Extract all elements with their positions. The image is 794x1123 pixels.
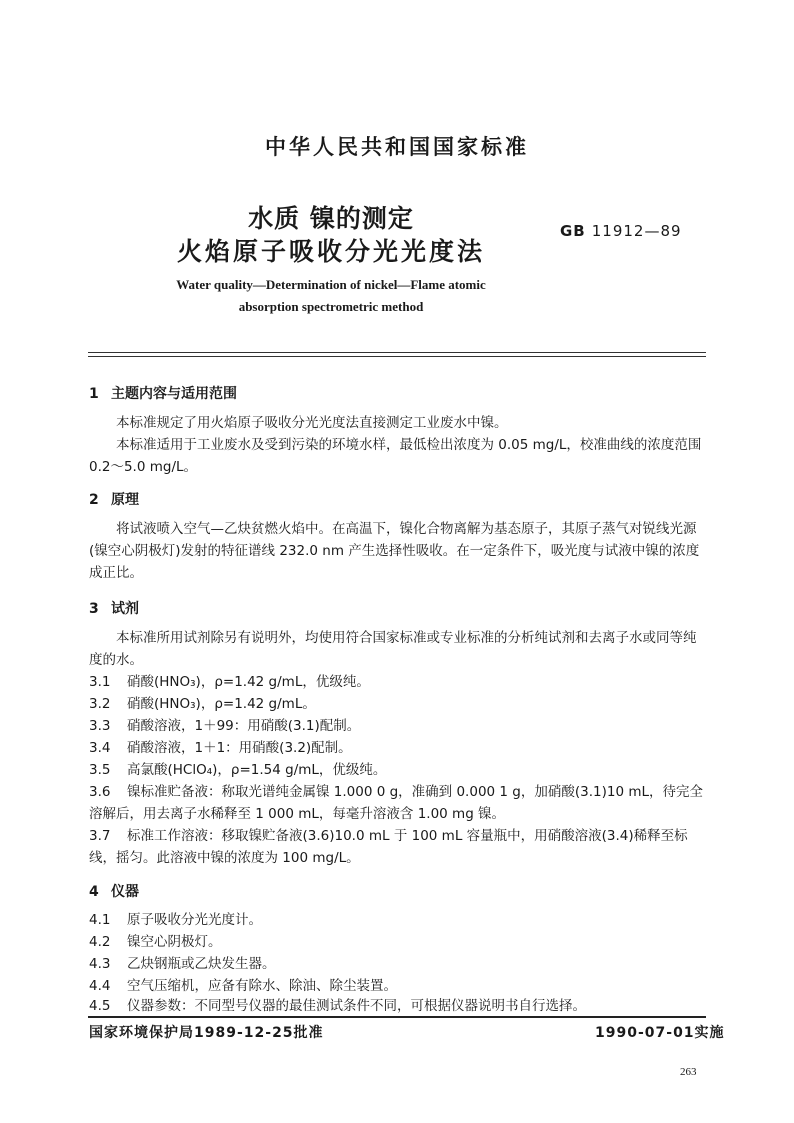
item-number: 4.1 bbox=[89, 912, 111, 928]
item-text: 仪器参数：不同型号仪器的最佳测试条件不同，可根据仪器说明书自行选择。 bbox=[127, 998, 586, 1014]
item-number: 3.5 bbox=[89, 762, 111, 778]
item-number: 4.5 bbox=[89, 998, 111, 1014]
section-number: 1 bbox=[89, 386, 99, 402]
item-number: 4.2 bbox=[89, 934, 111, 950]
instrument-item-4-3 bbox=[89, 953, 706, 975]
item-number: 4.4 bbox=[89, 978, 111, 994]
item-text: 高氯酸(HClO₄)，ρ=1.54 g/mL，优级纯。 bbox=[127, 762, 387, 778]
standard-number bbox=[560, 222, 682, 240]
section-3-heading bbox=[89, 598, 139, 618]
standard-prefix: GB bbox=[560, 222, 586, 240]
instrument-item-4-2 bbox=[89, 931, 706, 953]
item-number: 3.4 bbox=[89, 740, 111, 756]
section-title: 原理 bbox=[111, 492, 139, 508]
english-title-line1: Water quality—Determination of nickel—Flame atomic bbox=[176, 277, 486, 292]
instrument-item-4-1 bbox=[89, 909, 706, 931]
item-text: 镍标准贮备液：称取光谱纯金属镍 1.000 0 g，准确到 0.000 1 g，加硝酸(3.1)10 mL，待完全溶解后，用去离子水稀释至 1 000 mL，每毫升溶液含 1.00 mg 镍。 bbox=[89, 784, 704, 822]
reagent-item-3-5 bbox=[89, 759, 706, 781]
section-4-heading bbox=[89, 881, 139, 901]
document-title-line2: 火焰原子吸收分光光度法 bbox=[176, 237, 485, 266]
section-title: 主题内容与适用范围 bbox=[111, 386, 237, 402]
reagent-item-3-1 bbox=[89, 671, 706, 693]
national-standard-heading: 中华人民共和国国家标准 bbox=[265, 135, 529, 159]
standard-code: 11912—89 bbox=[591, 222, 682, 240]
section-number: 4 bbox=[89, 884, 99, 900]
item-number: 3.6 bbox=[89, 784, 111, 800]
item-text: 原子吸收分光光度计。 bbox=[127, 912, 262, 928]
item-number: 3.1 bbox=[89, 674, 111, 690]
item-text: 硝酸溶液，1＋1：用硝酸(3.2)配制。 bbox=[127, 740, 352, 756]
footer-divider bbox=[88, 1016, 706, 1018]
section-1-paragraph-2: 本标准适用于工业废水及受到污染的环境水样，最低检出浓度为 0.05 mg/L，校准曲线的浓度范围 0.2～5.0 mg/L。 bbox=[89, 437, 702, 475]
reagent-item-3-7 bbox=[89, 825, 706, 869]
section-2-heading bbox=[89, 489, 139, 509]
section-title: 试剂 bbox=[111, 601, 139, 617]
item-number: 4.3 bbox=[89, 956, 111, 972]
header-divider-second bbox=[88, 356, 706, 357]
item-text: 硝酸(HNO₃)，ρ=1.42 g/mL。 bbox=[127, 696, 316, 712]
item-text: 硝酸(HNO₃)，ρ=1.42 g/mL，优级纯。 bbox=[127, 674, 370, 690]
instrument-item-4-4 bbox=[89, 975, 706, 997]
section-number: 2 bbox=[89, 492, 99, 508]
instrument-item-4-5 bbox=[89, 995, 706, 1017]
approval-date: 国家环境保护局1989-12-25批准 bbox=[89, 1025, 324, 1041]
section-title: 仪器 bbox=[111, 884, 139, 900]
section-3-paragraph-1: 本标准所用试剂除另有说明外，均使用符合国家标准或专业标准的分析纯试剂和去离子水或同等纯度的水。 bbox=[89, 630, 697, 668]
item-text: 乙炔钢瓶或乙炔发生器。 bbox=[127, 956, 276, 972]
section-1-heading bbox=[89, 383, 237, 403]
header-divider bbox=[88, 352, 706, 353]
reagent-item-3-4 bbox=[89, 737, 706, 759]
item-text: 硝酸溶液，1＋99：用硝酸(3.1)配制。 bbox=[127, 718, 361, 734]
item-number: 3.2 bbox=[89, 696, 111, 712]
item-number: 3.7 bbox=[89, 828, 111, 844]
english-title-line2: absorption spectrometric method bbox=[238, 299, 424, 314]
section-1-paragraph-1: 本标准规定了用火焰原子吸收分光光度法直接测定工业废水中镍。 bbox=[116, 415, 508, 431]
item-text: 镍空心阴极灯。 bbox=[127, 934, 222, 950]
reagent-item-3-2 bbox=[89, 693, 706, 715]
reagent-item-3-3 bbox=[89, 715, 706, 737]
reagent-item-3-6 bbox=[89, 781, 706, 825]
page-number: 263 bbox=[680, 1066, 697, 1078]
section-2-paragraph-1: 将试液喷入空气—乙炔贫燃火焰中。在高温下，镍化合物离解为基态原子，其原子蒸气对锐线光源(镍空心阴极灯)发射的特征谱线 232.0 nm 产生选择性吸收。在一定条件下，吸光度与试液中镍的浓度成正比。 bbox=[89, 521, 700, 581]
item-text: 空气压缩机，应备有除水、除油、除尘装置。 bbox=[127, 978, 397, 994]
document-title-line1: 水质 镍的测定 bbox=[248, 204, 414, 233]
section-number: 3 bbox=[89, 601, 99, 617]
item-text: 标准工作溶液：移取镍贮备液(3.6)10.0 mL 于 100 mL 容量瓶中，用硝酸溶液(3.4)稀释至标线，摇匀。此溶液中镍的浓度为 100 mg/L。 bbox=[89, 828, 688, 866]
implementation-date: 1990-07-01实施 bbox=[595, 1025, 725, 1041]
item-number: 3.3 bbox=[89, 718, 111, 734]
